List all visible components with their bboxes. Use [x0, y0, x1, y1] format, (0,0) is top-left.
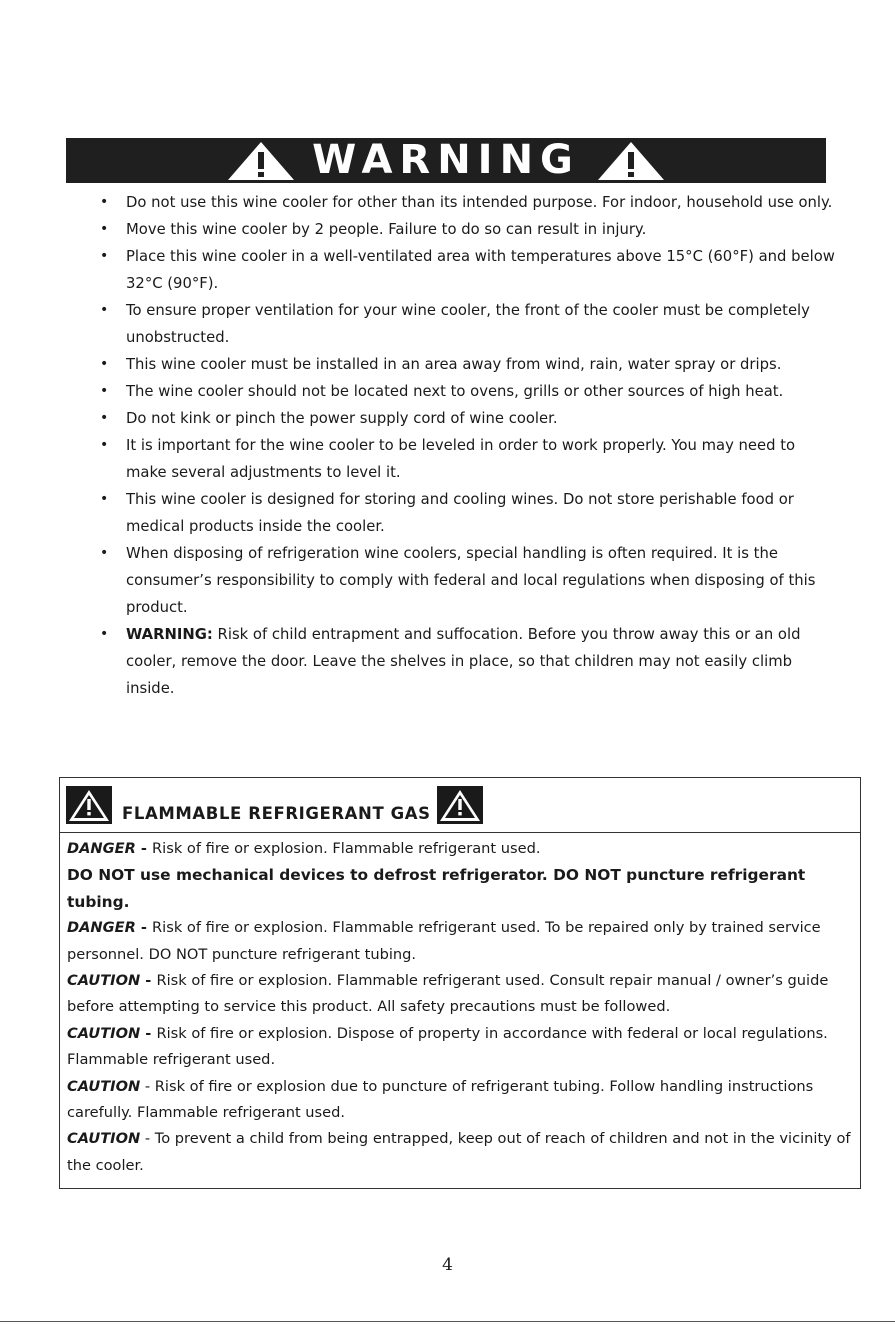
list-item: • Do not use this wine cooler for other than its intended purpose. For indoor, household use only.	[96, 189, 836, 216]
bullet-icon: •	[100, 194, 109, 210]
list-item: • WARNING: Risk of child entrapment and suffocation. Before you throw away this or an old cooler, remove the door. Leave the shelves in place, so that children may not easily climb inside.	[96, 621, 836, 702]
list-item: • This wine cooler is designed for storing and cooling wines. Do not store perishable food or medical products inside the cooler.	[96, 486, 836, 540]
list-item: • This wine cooler must be installed in an area away from wind, rain, water spray or drips.	[96, 351, 836, 378]
list-item: • When disposing of refrigeration wine coolers, special handling is often required. It is the consumer’s responsibility to comply with federal and local regulations when disposing of this product.	[96, 540, 836, 621]
warning-triangle-icon	[226, 141, 296, 181]
warning-title: WARNING	[312, 137, 580, 183]
bullet-icon: •	[100, 410, 109, 426]
flammable-title: FLAMMABLE REFRIGERANT GAS	[122, 803, 431, 823]
bullet-icon: •	[100, 383, 109, 399]
flammable-body	[60, 833, 860, 1179]
warning-triangle-icon	[596, 141, 666, 181]
danger-item: DANGER - Risk of fire or explosion. Flammable refrigerant used.	[67, 840, 541, 857]
bullet-icon: •	[100, 302, 109, 318]
warning-bullet-list	[96, 189, 836, 702]
bullet-icon: •	[100, 626, 109, 642]
list-item: • It is important for the wine cooler to be leveled in order to work properly. You may need to make several adjustments to level it.	[96, 432, 836, 486]
warning-triangle-icon	[437, 786, 483, 824]
bullet-icon: •	[100, 248, 109, 264]
list-item: • Do not kink or pinch the power supply cord of wine cooler.	[96, 405, 836, 432]
danger-item: DANGER - Risk of fire or explosion. Flammable refrigerant used. To be repaired only by trained service personnel. DO NOT puncture refrigerant tubing.	[67, 919, 821, 963]
caution-item: CAUTION - To prevent a child from being entrapped, keep out of reach of children and not in the vicinity of the cooler.	[67, 1130, 851, 1174]
bullet-icon: •	[100, 221, 109, 237]
warning-triangle-icon	[66, 786, 112, 824]
page-number: 4	[442, 1255, 453, 1275]
list-item: • Move this wine cooler by 2 people. Failure to do so can result in injury.	[96, 216, 836, 243]
bottom-rule	[0, 1321, 895, 1322]
bullet-icon: •	[100, 491, 109, 507]
caution-item: CAUTION - Risk of fire or explosion due to puncture of refrigerant tubing. Follow handling instructions carefully. Flammable refrigerant used.	[67, 1077, 814, 1122]
list-item: • Place this wine cooler in a well-ventilated area with temperatures above 15°C (60°F) and below 32°C (90°F).	[96, 243, 836, 297]
flammable-refrigerant-box	[59, 777, 861, 1189]
danger-item: DO NOT use mechanical devices to defrost refrigerator. DO NOT puncture refrigerant tubing.	[67, 866, 806, 911]
list-item: • The wine cooler should not be located next to ovens, grills or other sources of high heat.	[96, 378, 836, 405]
warning-lead: WARNING:	[126, 626, 213, 643]
bullet-icon: •	[100, 545, 109, 561]
caution-item: CAUTION - Risk of fire or explosion. Dispose of property in accordance with federal or local regulations. Flammable refrigerant used.	[67, 1024, 828, 1069]
caution-item: CAUTION - Risk of fire or explosion. Flammable refrigerant used. Consult repair manual / owner’s guide before attempting to service this product. All safety precautions must be followed.	[67, 972, 829, 1016]
warning-banner	[66, 138, 826, 183]
bullet-icon: •	[100, 356, 109, 372]
bullet-icon: •	[100, 437, 109, 453]
flammable-header	[60, 778, 860, 833]
list-item: • To ensure proper ventilation for your wine cooler, the front of the cooler must be completely unobstructed.	[96, 297, 836, 351]
